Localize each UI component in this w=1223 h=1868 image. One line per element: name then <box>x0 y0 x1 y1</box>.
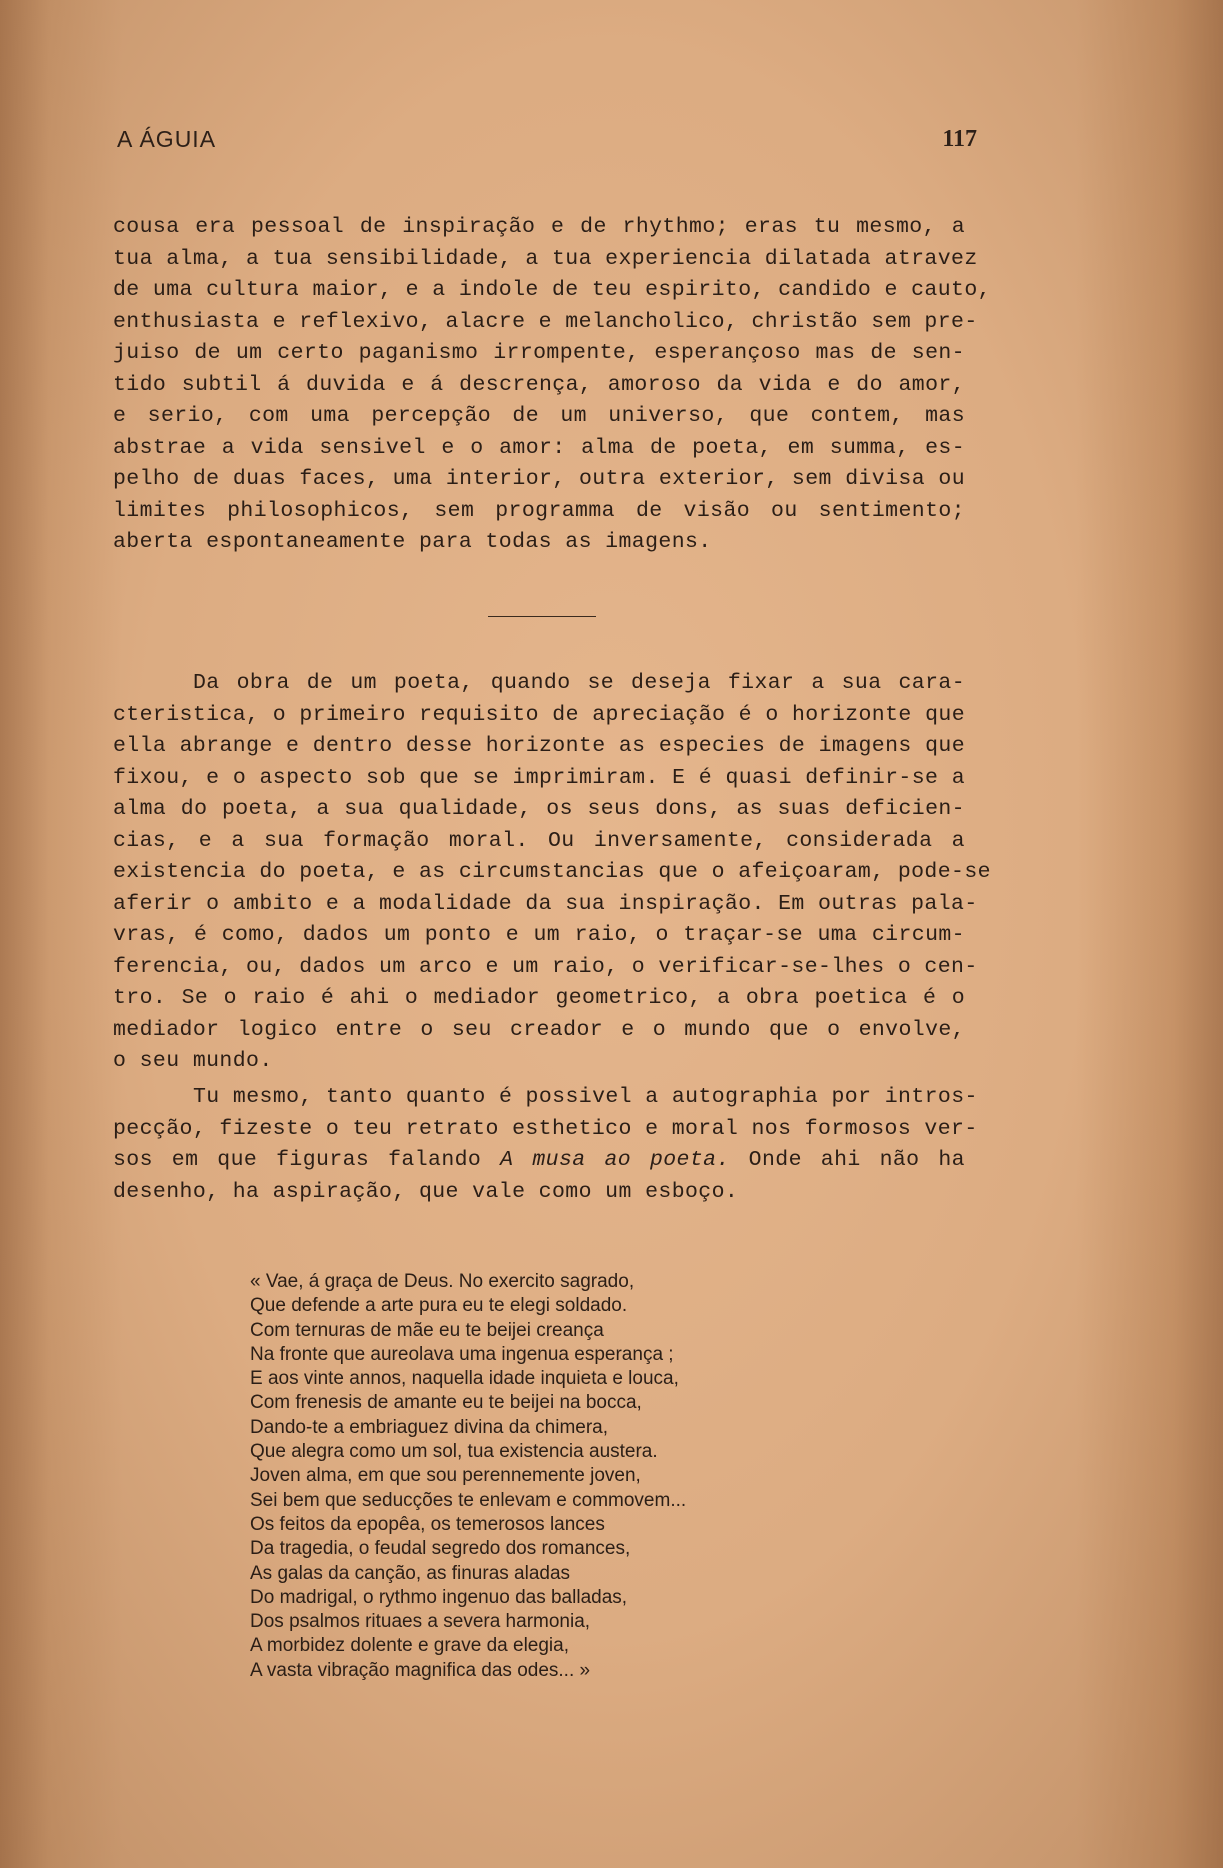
verse-line: Os feitos da epopêa, os temerosos lances <box>250 1513 605 1535</box>
text-line: vras, é como, dados um ponto e um raio, o traçar-se uma circum- <box>113 923 965 947</box>
quoted-verse <box>250 1270 810 1683</box>
text-line: cteristica, o primeiro requisito de apreciação é o horizonte que <box>113 702 965 727</box>
paragraph-2 <box>113 668 991 1078</box>
paragraph-1 <box>113 212 991 559</box>
verse-line: Dando-te a embriaguez divina da chimera, <box>250 1416 609 1438</box>
text-line: ella abrange e dentro desse horizonte as especies de imagens que <box>113 734 965 758</box>
paragraph-3 <box>113 1082 978 1208</box>
text-line: enthusiasta e reflexivo, alacre e melancholico, christão sem pre- <box>113 309 978 334</box>
verse-line: Da tragedia, o feudal segredo dos romances, <box>250 1538 631 1560</box>
verse-line: Que defende a arte pura eu te elegi soldado. <box>250 1295 628 1317</box>
verse-line: Sei bem que seducções te enlevam e commovem... <box>250 1489 687 1511</box>
page-number: 117 <box>942 126 977 152</box>
text-line: tido subtil á duvida e á descrença, amoroso da vida e do amor, <box>113 372 965 397</box>
verse-line: A morbidez dolente e grave da elegia, <box>250 1635 569 1657</box>
verse-line: Do madrigal, o rythmo ingenuo das balladas, <box>250 1586 628 1608</box>
text-line: pelho de duas faces, uma interior, outra exterior, sem divisa ou <box>113 467 965 491</box>
text-line: alma do poeta, a sua qualidade, os seus dons, as suas deficien- <box>113 797 965 821</box>
text-line: aberta espontaneamente para todas as imagens. <box>113 530 712 554</box>
poem-title: A musa ao poeta. <box>500 1148 730 1172</box>
text-line: pecção, fizeste o teu retrato esthetico e moral nos formosos ver- <box>113 1116 978 1141</box>
text-line: tua alma, a tua sensibilidade, a tua experiencia dilatada atravez <box>113 246 978 271</box>
running-head <box>117 126 977 160</box>
section-divider <box>488 616 596 617</box>
verse-line: Com frenesis de amante eu te beijei na bocca, <box>250 1392 642 1414</box>
text-fragment: sos em que figuras falando <box>113 1148 501 1172</box>
journal-title: A ÁGUIA <box>117 126 217 152</box>
verse-line: Que alegra como um sol, tua existencia austera. <box>250 1441 658 1463</box>
text-line: abstrae a vida sensivel e o amor: alma de poeta, em summa, es- <box>113 435 965 460</box>
text-line: mediador logico entre o seu creador e o mundo que o envolve, <box>113 1017 965 1042</box>
verse-line: Na fronte que aureolava uma ingenua esperança ; <box>250 1343 674 1365</box>
text-fragment: Onde ahi não ha <box>729 1148 965 1172</box>
text-line: ferencia, ou, dados um arco e um raio, o verificar-se-lhes o cen- <box>113 954 978 979</box>
text-line: e serio, com uma percepção de um universo, que contem, mas <box>113 404 965 428</box>
verse-line: Joven alma, em que sou perennemente joven, <box>250 1465 641 1487</box>
text-line: Da obra de um poeta, quando se deseja fixar a sua cara- <box>193 671 965 695</box>
verse-line: As galas da canção, as finuras aladas <box>250 1562 571 1584</box>
text-line: juiso de um certo paganismo irrompente, esperançoso mas de sen- <box>113 341 965 365</box>
verse-line: Dos psalmos rituaes a severa harmonia, <box>250 1611 591 1633</box>
text-line: de uma cultura maior, e a indole de teu espirito, candido e cauto, <box>113 278 991 302</box>
verse-line: E aos vinte annos, naquella idade inquieta e louca, <box>250 1368 679 1390</box>
text-line: existencia do poeta, e as circumstancias que o afeiçoaram, pode-se <box>113 860 991 884</box>
text-line <box>113 1145 965 1177</box>
text-line: Tu mesmo, tanto quanto é possivel a autographia por intros- <box>193 1085 978 1109</box>
text-line: fixou, e o aspecto sob que se imprimiram. E é quasi definir-se a <box>113 765 965 790</box>
verse-line: A vasta vibração magnifica das odes... » <box>250 1659 591 1681</box>
text-line: cias, e a sua formação moral. Ou inversamente, considerada a <box>113 828 965 853</box>
verse-line: Com ternuras de mãe eu te beijei creança <box>250 1319 604 1341</box>
verse-line: « Vae, á graça de Deus. No exercito sagrado, <box>250 1271 635 1292</box>
text-line: limites philosophicos, sem programma de visão ou sentimento; <box>113 498 965 523</box>
text-line: tro. Se o raio é ahi o mediador geometrico, a obra poetica é o <box>113 986 965 1010</box>
text-line: desenho, ha aspiração, que vale como um esboço. <box>113 1179 739 1204</box>
text-line: cousa era pessoal de inspiração e de rhythmo; eras tu mesmo, a <box>113 215 965 239</box>
text-line: o seu mundo. <box>113 1049 273 1073</box>
text-line: aferir o ambito e a modalidade da sua inspiração. Em outras pala- <box>113 891 978 916</box>
